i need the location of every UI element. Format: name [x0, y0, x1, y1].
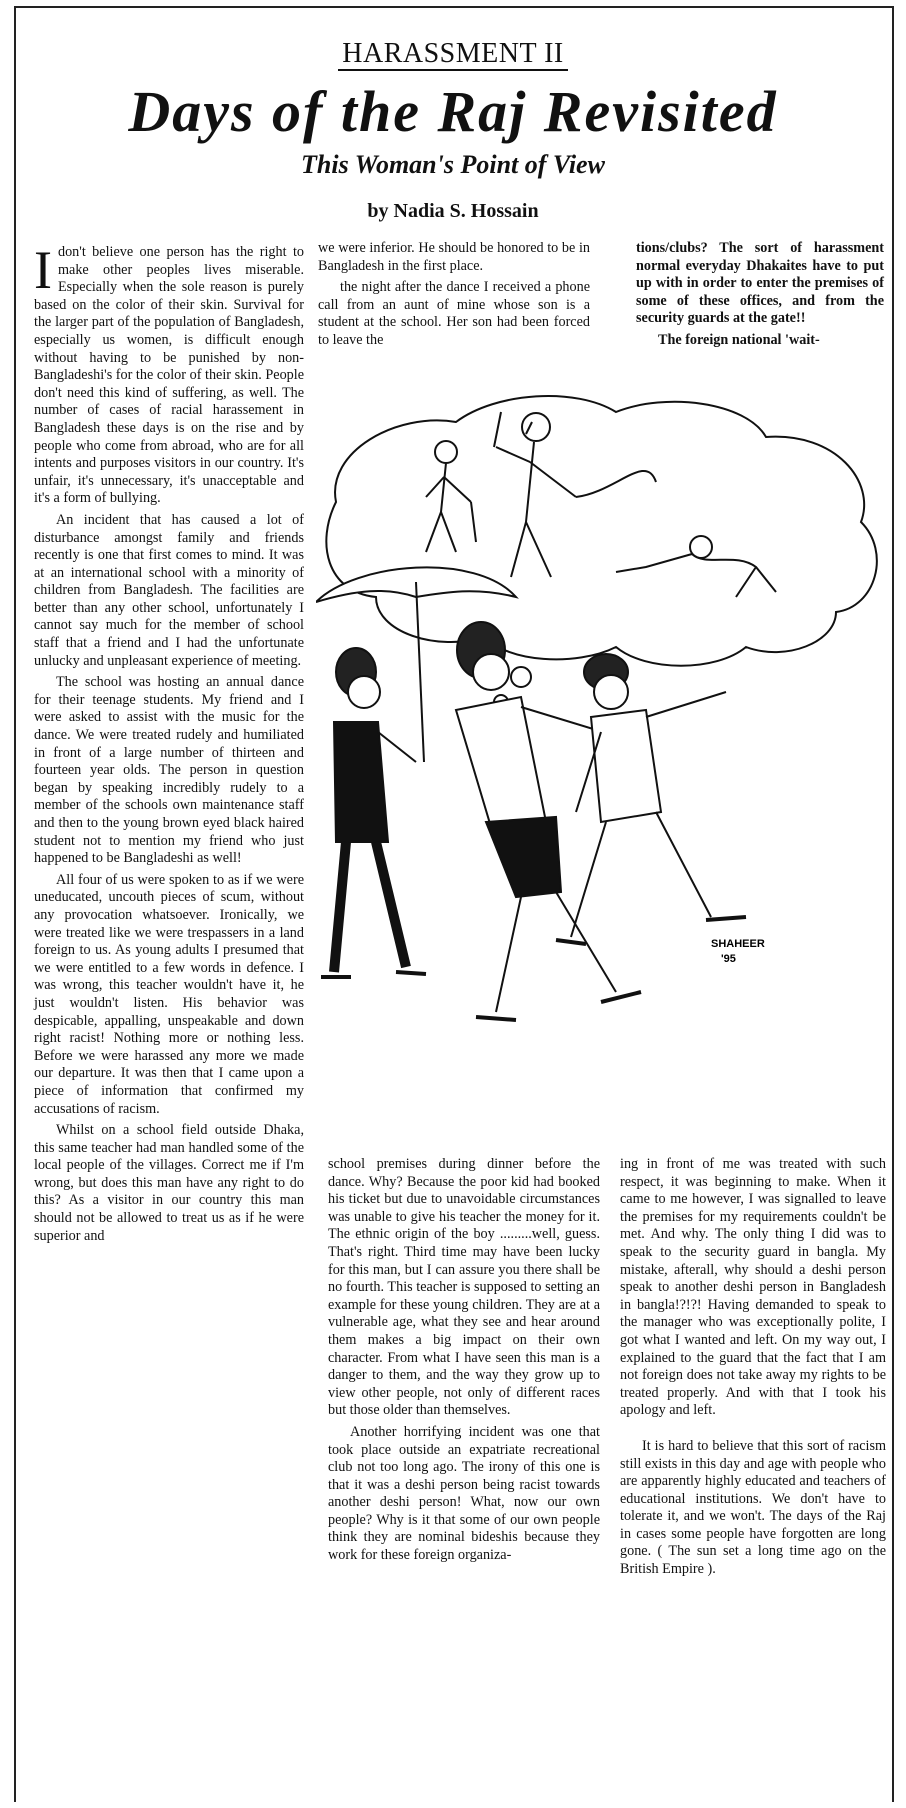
- column-5: [620, 1156, 886, 1583]
- paragraph: we were inferior. He should be honored to be in Bangladesh in the first place.: [318, 240, 590, 274]
- thought-bubble: [326, 396, 876, 666]
- byline: by Nadia S. Hossain: [367, 200, 539, 222]
- paragraph: It is hard to believe that this sort of racism still exists in this day and age with people who are apparently highly educated and teachers of educational institutions. We don't have to tolerate it, and we won't. The days of the Raj in cases some people have forgotten are long gone. ( The sun set a long time ago on the British Empire ).: [620, 1437, 886, 1578]
- paragraph: ing in front of me was treated with such respect, it was beginning to make. When it came to me however, I was signalled to leave the premises for my requirements couldn't be met. And why. The only thing I did was to speak to the security guard in bangla. My mistake, afterall, why should a deshi person speak to another deshi person in Bangladesh in bangla!?!?! Having demanded to speak to the manager who was exceptionally polite, I got what I wanted and left. On my way out, I explained to the guard that the fact that I am not foreign does not take away my rights to be treated properly. And with that I took his apology and left.: [620, 1156, 886, 1419]
- paragraph: The foreign national 'wait-: [658, 331, 820, 348]
- drop-cap: I: [34, 240, 52, 300]
- paragraph: All four of us were spoken to as if we were uneducated, uncouth pieces of scum, without any provocation whatsoever. Ironically, we were treated like we were trespassers in a land foreign to us. As young adults I presumed that we were entitled to a few words in defence. I was wrong, this teacher wouldn't have it, he just wouldn't listen. His behavior was despicable, appalling, unspeakable and down right racist! Nothing more or nothing less. Before we were harassed any more we made our departure. It was then that I came upon a piece of information that confirmed my accusations of racism.: [34, 871, 304, 1117]
- kicker: HARASSMENT II: [0, 38, 906, 70]
- bubble-dot: [511, 667, 531, 687]
- paragraph: Whilst on a school field outside Dhaka, this same teacher had man handled some of the local people of the villages. Correct me if I'm wrong, but does this man have any right to do this? As a visitor in our country this man should not be allowed to treat us as if he were superior and: [34, 1122, 304, 1244]
- paragraph: Idon't believe one person has the right to make other peoples lives miserable. Especially when the sole reason is purely based on the color of their skin. Survival for the larger part of the population of Bangladesh, especially us women, is difficult enough without having to be punished by non-Bangladeshi's for the color of their skin. People don't need this kind of suffering, as well. The number of cases of racial harassement in Bangladesh these days is on the rise and by people who come from abroad, who are for all intents and purposes visitors in our country. It's unfair, it's unnecessary, it's unacceptable and it's a form of bullying.: [34, 240, 304, 507]
- editorial-cartoon: [316, 392, 890, 1140]
- cartoon-signature: SHAHEER: [711, 938, 765, 950]
- paragraph: An incident that has caused a lot of disturbance amongst family and friends recently is one that first comes to mind. It was at an international school with a minority of children from Bangladesh. The facilities are better than any other school, unfortunately I cannot say much for the member of school staff that a friend and I had the unfortunate unlucky and unpleasant experience of meeting.: [34, 511, 304, 669]
- paragraph: the night after the dance I received a phone call from an aunt of mine whose son is a student at the school. Her son had been forced to leave the: [318, 279, 590, 348]
- headline: Days of the Raj Revisited: [128, 79, 778, 144]
- cartoon-year: '95: [721, 953, 736, 965]
- paragraph: The school was hosting an annual dance for their teenage students. My friend and I were asked to assist with the music for the dance. We were treated rudely and humiliated in front of a large number of thirteen and fourteen year olds. The person in question began by speaking incredibly rudely to a member of the schools own maintenance staff and then to the young brown eyed black haired student not to mention my friend who just happened to be Bangladeshi as well!: [34, 674, 304, 867]
- paragraph: Another horrifying incident was one that took place outside an expatriate recreational club not too long ago. The irony of this one is that it was a deshi person being racist towards another deshi person! What, now our own people? Why is it that some of our own people think they are nominal bideshis because they work for these foreign organiza-: [328, 1423, 600, 1564]
- paragraph: school premises during dinner before the dance. Why? Because the poor kid had booked his ticket but due to unavoidable circumstances was unable to give his teacher the money for it. The ethnic origin of the boy .........well, guess. That's right. Third time may have been lucky for this man, but I can assure you there shall be no fourth. This teacher is supposed to setting an example for these young children. They are at a vulnerable age, what they see and hear around them makes a big impact on their own character. From what I have seen this man is a danger to them, and the way they grow up to view other people, not only of different races but those older than themselves.: [328, 1156, 600, 1419]
- cartoon-illustration: [316, 392, 890, 1140]
- column-4: [328, 1156, 600, 1569]
- colonial-figures: [426, 412, 776, 597]
- foreground-figures: [321, 622, 746, 1020]
- column-3: [636, 240, 884, 354]
- paragraph: tions/clubs? The sort of harassment normal everyday Dhakaites have to put up with in order to enter the premises of some of these offices, and from the security guards at the gate!!: [636, 240, 884, 327]
- column-1: [34, 240, 304, 1249]
- column-2: [318, 240, 590, 354]
- subhead: This Woman's Point of View: [301, 150, 605, 179]
